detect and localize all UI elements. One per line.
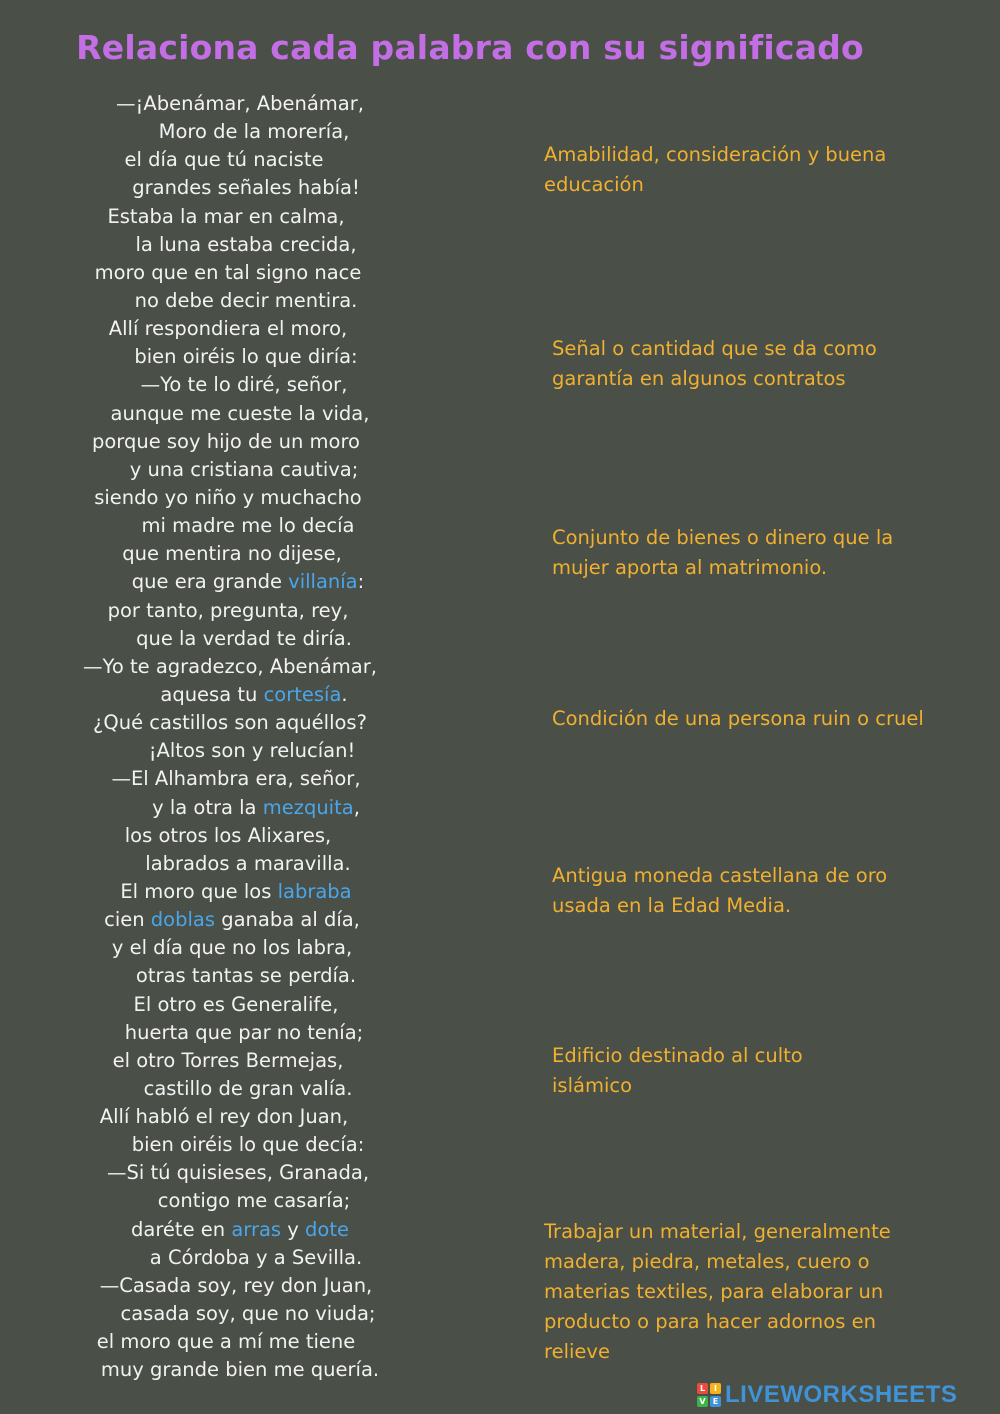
- logo-mark-cell: L: [697, 1383, 708, 1394]
- logo-mark-cell: I: [710, 1383, 721, 1394]
- poem-text: el otro Torres Bermejas,: [112, 1048, 344, 1072]
- poem-text: ¿Qué castillos son aquéllos?: [93, 711, 367, 735]
- keyword: dote: [305, 1217, 349, 1241]
- poem-line: [60, 962, 420, 990]
- poem-line: [60, 1244, 420, 1272]
- definition-2: Señal o cantidad que se da como garantía en algunos contratos: [552, 337, 877, 390]
- poem-text: ¡Altos son y relucían!: [148, 739, 356, 763]
- keyword: villanía: [288, 570, 358, 594]
- poem-line: [60, 794, 420, 822]
- poem-line: [60, 568, 420, 596]
- poem-text: moro que en tal signo nace: [94, 260, 362, 284]
- poem-text: el moro que a mí me tiene: [96, 1330, 356, 1354]
- poem-text: —El Alhambra era, señor,: [111, 767, 361, 791]
- keyword: doblas: [150, 908, 216, 932]
- poem-text: la luna estaba crecida,: [135, 232, 357, 256]
- liveworksheets-logo[interactable]: [697, 1382, 957, 1408]
- poem-line: [60, 315, 420, 343]
- poem-line: [60, 653, 420, 681]
- poem-line: [60, 400, 420, 428]
- poem-text: —¡Abenámar, Abenámar,: [116, 92, 364, 115]
- keyword: mezquita: [262, 795, 354, 819]
- poem-text: bien oiréis lo que diría:: [134, 345, 358, 369]
- poem-text: casada soy, que no viuda;: [120, 1302, 376, 1326]
- poem-text: que era grande: [131, 570, 289, 594]
- poem-line: [60, 1272, 420, 1300]
- poem-line: [60, 1047, 420, 1075]
- poem-line: [60, 1300, 420, 1328]
- poem-text: —Yo te agradezco, Abenámar,: [83, 654, 377, 678]
- poem-line: [60, 371, 420, 399]
- poem-text: :: [357, 570, 365, 594]
- poem-line: [60, 540, 420, 568]
- definition-5: Antigua moneda castellana de oro usada en la Edad Media.: [552, 864, 888, 917]
- poem-line: [60, 597, 420, 625]
- poem-line: [60, 203, 420, 231]
- poem-line: [60, 456, 420, 484]
- poem-text: El otro es Generalife,: [133, 992, 339, 1016]
- logo-text: LIVEWORKSHEETS: [725, 1381, 958, 1408]
- poem-line: [60, 287, 420, 315]
- poem-text: aquesa tu: [160, 682, 264, 706]
- poem-text: ganaba al día,: [215, 908, 360, 932]
- poem-line: [60, 681, 420, 709]
- poem-text: Moro de la morería,: [158, 120, 350, 144]
- poem-line: [60, 1075, 420, 1103]
- keyword: arras: [231, 1217, 282, 1241]
- definition-6: Edificio destinado al culto islámico: [552, 1044, 803, 1097]
- poem-text: mi madre me lo decía: [141, 514, 355, 538]
- poem-text: Allí respondiera el moro,: [108, 317, 348, 341]
- poem-text: —Casada soy, rey don Juan,: [99, 1273, 373, 1297]
- poem-text: y la otra la: [152, 795, 263, 819]
- poem-text: siendo yo niño y muchacho: [94, 485, 362, 509]
- poem-line: [60, 850, 420, 878]
- poem-text: muy grande bien me quería.: [100, 1358, 380, 1382]
- poem-text: Estaba la mar en calma,: [107, 204, 345, 228]
- poem-line: [60, 1187, 420, 1215]
- poem-line: [60, 906, 420, 934]
- poem-text: los otros los Alixares,: [124, 823, 332, 847]
- poem-text: labrados a maravilla.: [145, 851, 351, 875]
- poem-line: [60, 737, 420, 765]
- logo-mark-icon: [697, 1383, 721, 1407]
- poem-text: cien: [104, 908, 151, 932]
- poem-line: [60, 625, 420, 653]
- definition-7: Trabajar un material, generalmente madera, piedra, metales, cuero o materias textiles, para elaborar un producto o para hacer adornos en relieve: [544, 1220, 891, 1363]
- poem-line: [60, 765, 420, 793]
- poem-line: [60, 259, 420, 287]
- poem-line: [60, 231, 420, 259]
- poem-text: Allí habló el rey don Juan,: [99, 1105, 349, 1129]
- poem-line: [60, 512, 420, 540]
- poem-line: [60, 1328, 420, 1356]
- poem-line: [60, 146, 420, 174]
- definition-1: Amabilidad, consideración y buena educación: [544, 143, 887, 196]
- poem-text: el día que tú naciste: [124, 148, 324, 172]
- poem-text: El moro que los: [120, 879, 278, 903]
- poem-text: contigo me casaría;: [157, 1189, 351, 1213]
- poem-line: [60, 1216, 420, 1244]
- poem-text: por tanto, pregunta, rey,: [107, 598, 349, 622]
- logo-mark-cell: V: [697, 1396, 708, 1407]
- poem-text: aunque me cueste la vida,: [110, 401, 370, 425]
- poem-line: [60, 991, 420, 1019]
- poem-text: y: [281, 1217, 306, 1241]
- poem-text: —Si tú quisieses, Granada,: [106, 1161, 370, 1185]
- poem-text: no debe decir mentira.: [134, 288, 358, 312]
- poem-text: a Córdoba y a Sevilla.: [149, 1245, 363, 1269]
- definition-3: Conjunto de bienes o dinero que la mujer aporta al matrimonio.: [552, 526, 894, 579]
- poem-line: [60, 1356, 420, 1384]
- definition-4: Condición de una persona ruin o cruel: [552, 707, 924, 730]
- logo-mark-cell: E: [710, 1396, 721, 1407]
- poem-text: ,: [353, 795, 360, 819]
- keyword: cortesía: [263, 682, 342, 706]
- poem-line: [60, 1131, 420, 1159]
- poem-text: bien oiréis lo que decía:: [131, 1133, 365, 1157]
- poem-line: [60, 709, 420, 737]
- poem-text: que mentira no dijese,: [122, 542, 342, 566]
- poem-text: daréte en: [131, 1217, 232, 1241]
- poem-text: porque soy hijo de un moro: [91, 429, 360, 453]
- poem-text: castillo de gran valía.: [143, 1076, 353, 1100]
- poem-line: [60, 90, 420, 118]
- poem-text: .: [341, 682, 348, 706]
- poem-text: y el día que no los labra,: [111, 936, 353, 960]
- poem-line: [60, 878, 420, 906]
- poem-line: [60, 1103, 420, 1131]
- poem-text: —Yo te lo diré, señor,: [140, 373, 348, 397]
- poem-text: y una cristiana cautiva;: [129, 457, 359, 481]
- poem-text: que la verdad te diría.: [136, 626, 352, 650]
- poem-line: [60, 428, 420, 456]
- poem-text: grandes señales había!: [132, 176, 360, 200]
- poem-line: [60, 118, 420, 146]
- poem: [60, 90, 420, 1384]
- poem-text: otras tantas se perdía.: [135, 964, 357, 988]
- poem-line: [60, 484, 420, 512]
- poem-line: [60, 174, 420, 202]
- poem-line: [60, 822, 420, 850]
- page-title: Relaciona cada palabra con su significado: [76, 28, 864, 67]
- poem-line: [60, 343, 420, 371]
- poem-line: [60, 934, 420, 962]
- poem-text: huerta que par no tenía;: [124, 1020, 364, 1044]
- keyword: labraba: [277, 879, 352, 903]
- poem-line: [60, 1019, 420, 1047]
- poem-line: [60, 1159, 420, 1187]
